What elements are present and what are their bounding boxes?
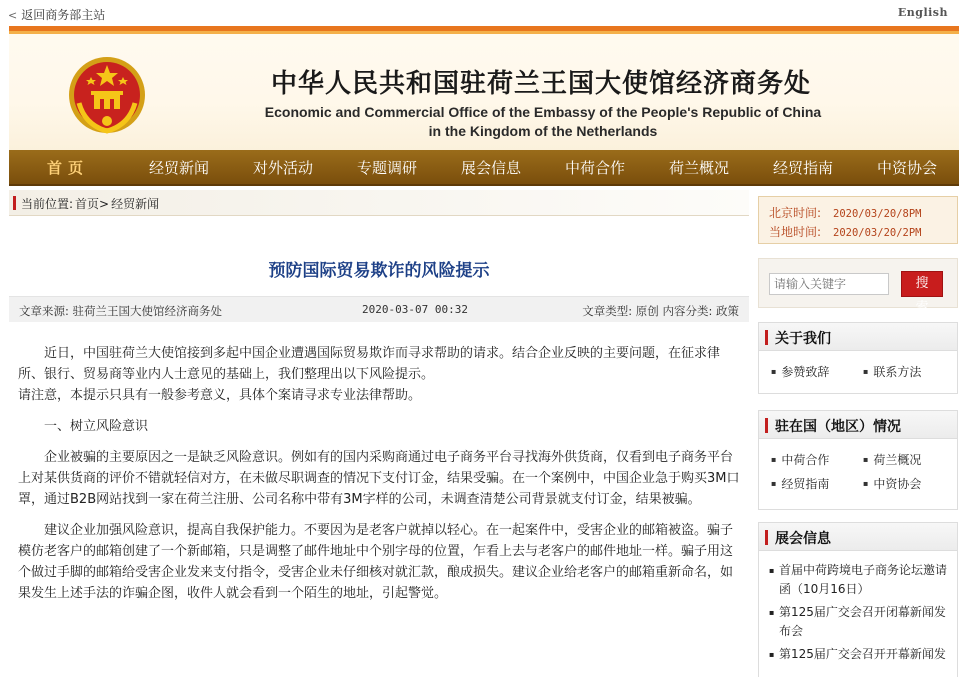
local-time-row [769,223,922,240]
country-info-header [759,411,957,439]
about-us-panel [758,322,958,394]
main-nav [9,150,959,186]
article-paragraph: 请注意，本提示只具有一般参考意义，具体个案请寻求专业法律帮助。 [18,388,422,403]
national-emblem-icon [65,53,149,137]
article-section-heading: 一、树立风险意识 [44,419,149,434]
breadcrumb-prefix: 当前位置: [21,197,74,211]
expo-news-item[interactable]: ▪ 第125届广交会召开开幕新闻发 [769,645,949,664]
link-trade-guide[interactable]: ▪ 经贸指南 [771,475,863,493]
about-us-links [759,351,957,381]
office-title-chinese: 中华人民共和国驻荷兰王国大使馆经济商务处 [271,69,812,99]
search-box [758,258,958,315]
breadcrumb-text [21,195,161,212]
country-info-panel [758,410,958,510]
nav-item-home[interactable]: 首页 [46,159,89,177]
panel-marker [765,330,768,345]
link-chinese-enterprises-association[interactable]: ▪ 中资协会 [863,475,955,493]
article-date: 2020-03-07 00:32 [362,303,468,316]
article-body [18,343,742,614]
link-china-nl-cooperation[interactable]: ▪ 中荷合作 [771,451,863,469]
link-contact[interactable]: ▪ 联系方法 [863,363,955,381]
expo-news-item[interactable]: ▪ 首届中荷跨境电子商务论坛邀请函（10月16日） [769,561,949,599]
beijing-time-label: 北京时间: [769,206,822,220]
top-utility-bar [0,0,968,26]
english-version-link[interactable]: English [897,6,948,19]
breadcrumb [9,190,749,216]
breadcrumb-marker [13,196,16,210]
beijing-time-row [769,204,922,221]
local-time-label: 当地时间: [769,225,822,239]
search-input[interactable] [769,273,889,295]
nav-item-exhibitions[interactable]: 展会信息 [460,159,521,177]
office-title-english-line1: Economic and Commercial Office of the Embassy of the People's Republic of China [264,104,822,120]
link-netherlands-overview[interactable]: ▪ 荷兰概况 [863,451,955,469]
country-info-title: 驻在国（地区）情况 [775,419,901,435]
link-counselor-speech[interactable]: ▪ 参赞致辞 [771,363,863,381]
beijing-time-value: 2020/03/20/8PM [833,208,922,220]
back-link-label: 返回商务部主站 [21,8,106,22]
header-banner [9,26,959,150]
article-paragraph: 近日，中国驻荷兰大使馆接到多起中国企业遭遇国际贸易欺诈而寻求帮助的请求。结合企业反映的主要问题，在征求律所、银行、贸易商等业内人士意见的基础上，我们整理出以下风险提示。 [18,346,721,382]
expo-info-panel [758,522,958,677]
office-title-english-line2: in the Kingdom of the Netherlands [428,123,658,139]
nav-item-trade-news[interactable]: 经贸新闻 [148,159,209,177]
panel-marker [765,530,768,545]
article-meta-bar [9,296,749,322]
about-us-header [759,323,957,351]
article-title: 预防国际贸易欺诈的风险提示 [268,261,490,281]
office-title-english [261,103,825,141]
back-to-main-site-link[interactable] [8,6,105,23]
article-source: 文章来源: 驻荷兰王国大使馆经济商务处 [19,304,223,318]
nav-item-chinese-enterprises-association[interactable]: 中资协会 [876,159,937,177]
expo-news-item[interactable]: ▪ 第125届广交会召开闭幕新闻发布会 [769,603,949,641]
expo-info-header [759,523,957,551]
chevron-left-icon: < [8,9,18,22]
country-info-links [759,439,957,493]
article-paragraph: 企业被骗的主要原因之一是缺乏风险意识。例如有的国内采购商通过电子商务平台寻找海外供货商，仅看到电子商务平台上对某供货商的评价不错就轻信对方，在未做尽职调查的情况下支付订金，结果受骗。在一个案例中，中国企业急于购买3M口罩，通过B2B网站找到一家在荷兰注册、公司名称中带有3M字样的公司，未调查清楚公司背景就支付订金，结果被骗。 [18,450,740,507]
nav-item-special-research[interactable]: 专题调研 [356,159,417,177]
article-type: 文章类型: 原创 内容分类: 政策 [582,304,739,318]
nav-item-trade-guide[interactable]: 经贸指南 [772,159,833,177]
nav-item-china-nl-cooperation[interactable]: 中荷合作 [564,159,625,177]
breadcrumb-home-link[interactable]: 首页> [75,197,110,211]
search-button[interactable]: 搜 索 [901,271,943,297]
time-box [758,196,958,244]
nav-item-netherlands-overview[interactable]: 荷兰概况 [668,159,729,177]
nav-item-external-activities[interactable]: 对外活动 [252,159,313,177]
panel-marker [765,418,768,433]
about-us-title: 关于我们 [775,331,831,347]
expo-info-title: 展会信息 [775,531,831,547]
local-time-value: 2020/03/20/2PM [833,227,922,239]
breadcrumb-current[interactable]: 经贸新闻 [111,197,160,211]
article-paragraph: 建议企业加强风险意识，提高自我保护能力。不要因为是老客户就掉以轻心。在一起案件中，受害企业的邮箱被盗。骗子模仿老客户的邮箱创建了一个新邮箱，只是调整了邮件地址中个别字母的位置，乍看上去与老客户的邮件地址一样。骗子用这个做过手脚的邮箱给受害企业发来支付指令，受害企业未仔细核对就汇款，酿成损失。建议企业给老客户的邮箱重新命名，如果发生上述手法的诈骗企图，收件人就会看到一个陌生的地址，引起警觉。 [18,523,734,601]
expo-news-list [759,551,957,664]
